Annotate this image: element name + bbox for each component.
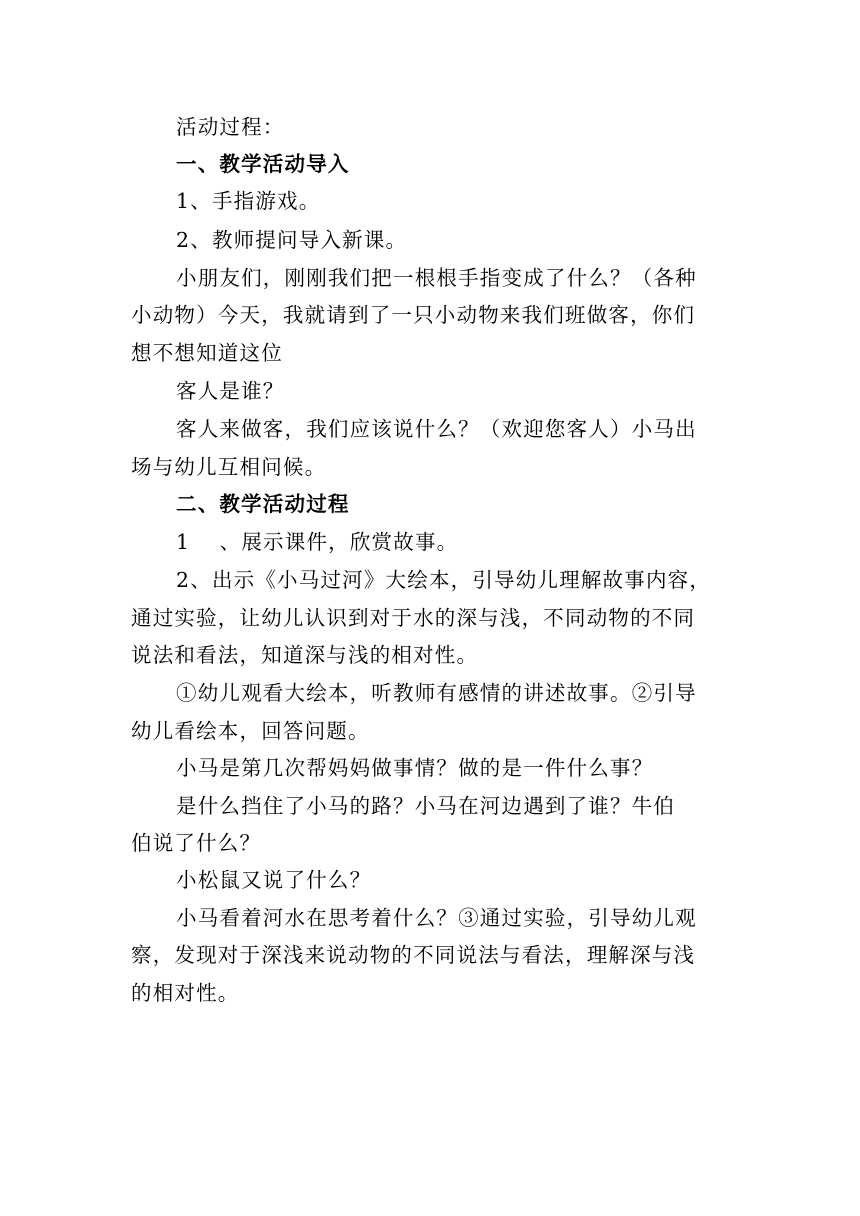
heading-activity-process: 活动过程：	[176, 115, 285, 139]
section1-item2: 2、教师提问导入新课。	[176, 228, 408, 252]
paragraph-line: 客人来做客，我们应该说什么？（欢迎您客人）小马出	[176, 417, 697, 441]
paragraph-line: 是什么挡住了小马的路？小马在河边遇到了谁？牛伯	[176, 794, 676, 818]
paragraph-line: 2、出示《小马过河》大绘本，引导幼儿理解故事内容，	[176, 568, 712, 592]
paragraph-line: 察，发现对于深浅来说动物的不同说法与看法，理解深与浅	[131, 943, 696, 967]
paragraph-line: 场与幼儿互相问候。	[131, 455, 327, 479]
paragraph-line: 客人是谁？	[176, 379, 285, 403]
paragraph-line: 说法和看法，知道深与浅的相对性。	[131, 643, 479, 667]
paragraph-line: 小马看着河水在思考着什么？③通过实验，引导幼儿观	[176, 906, 697, 930]
section2-item1: 1 、展示课件，欣赏故事。	[176, 530, 459, 554]
paragraph-line: 通过实验，让幼儿认识到对于水的深与浅，不同动物的不同	[131, 606, 696, 630]
paragraph-line: 伯说了什么？	[131, 831, 262, 855]
section2-title: 二、教学活动过程	[176, 492, 350, 516]
paragraph-line: 小马是第几次帮妈妈做事情？做的是一件什么事？	[176, 756, 654, 780]
paragraph-line: ①幼儿观看大绘本，听教师有感情的讲述故事。②引导	[176, 681, 697, 705]
paragraph-line: 小动物）今天，我就请到了一只小动物来我们班做客，你们	[131, 303, 696, 327]
section1-title: 一、教学活动导入	[176, 152, 350, 176]
paragraph-line: 小松鼠又说了什么？	[176, 868, 372, 892]
paragraph-line: 幼儿看绘本，回答问题。	[131, 719, 370, 743]
paragraph-line: 的相对性。	[131, 981, 240, 1005]
section1-item1: 1、手指游戏。	[176, 189, 321, 213]
paragraph-line: 想不想知道这位	[131, 341, 283, 365]
paragraph-line: 小朋友们，刚刚我们把一根根手指变成了什么？（各种	[176, 266, 697, 290]
